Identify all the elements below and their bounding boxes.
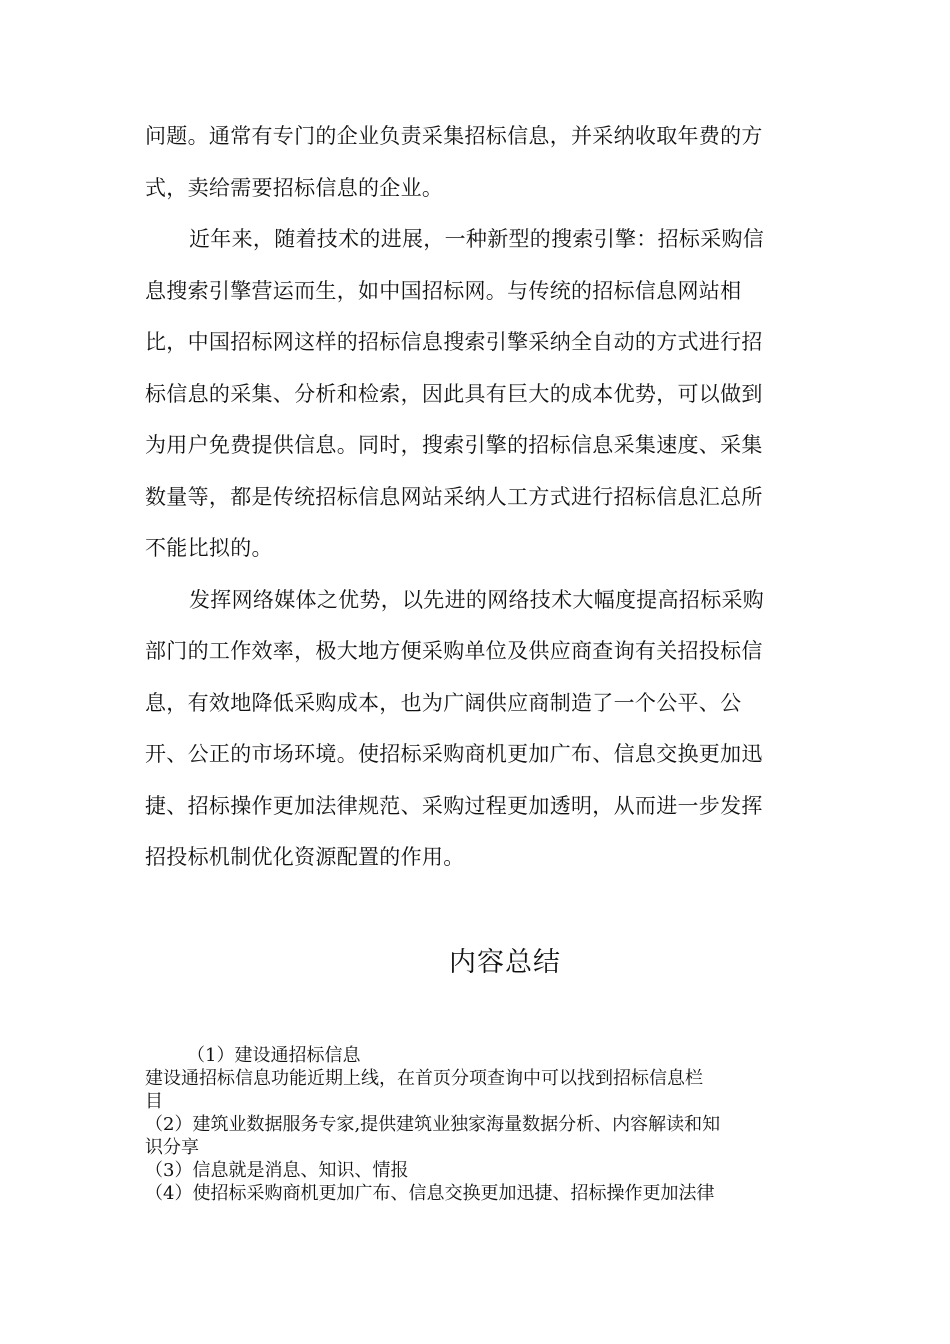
text-line: 为用户免费提供信息。同时，搜索引擎的招标信息采集速度、采集 bbox=[145, 433, 763, 457]
section-title: 内容总结 bbox=[449, 947, 561, 978]
paragraph-3 bbox=[145, 575, 800, 884]
summary-item: （2）建筑业数据服务专家,提供建筑业独家海量数据分析、内容解读和知 bbox=[145, 1114, 721, 1135]
summary-item: 目 bbox=[145, 1091, 163, 1112]
summary-item: （1）建设通招标信息 bbox=[187, 1045, 361, 1066]
text-line: 问题。通常有专门的企业负责采集招标信息，并采纳收取年费的方 bbox=[145, 124, 763, 148]
text-line: 发挥网络媒体之优势，以先进的网络技术大幅度提高招标采购 bbox=[189, 587, 765, 612]
text-line: 息搜索引擎营运而生，如中国招标网。与传统的招标信息网站相 bbox=[145, 278, 742, 303]
text-line: 标信息的采集、分析和检索，因此具有巨大的成本优势，可以做到 bbox=[145, 381, 763, 406]
paragraph-2 bbox=[145, 214, 800, 575]
text-line: 捷、招标操作更加法律规范、采购过程更加透明，从而进一步发挥 bbox=[145, 793, 763, 818]
text-line: 不能比拟的。 bbox=[145, 536, 273, 560]
body-text bbox=[145, 111, 800, 884]
summary-item: 建设通招标信息功能近期上线，在首页分项查询中可以找到招标信息栏 bbox=[145, 1068, 703, 1089]
text-line: 招投标机制优化资源配置的作用。 bbox=[145, 845, 465, 869]
paragraph-1 bbox=[145, 111, 800, 214]
text-line: 数量等，都是传统招标信息网站采纳人工方式进行招标信息汇总所 bbox=[145, 484, 763, 509]
summary-list bbox=[145, 1044, 805, 1205]
text-line: 开、公正的市场环境。使招标采购商机更加广布、信息交换更加迅 bbox=[145, 742, 763, 766]
text-line: 式，卖给需要招标信息的企业。 bbox=[145, 175, 444, 200]
text-line: 部门的工作效率，极大地方便采购单位及供应商查询有关招投标信 bbox=[145, 639, 763, 663]
summary-item: 识分享 bbox=[145, 1137, 199, 1158]
text-line: 息，有效地降低采购成本，也为广阔供应商制造了一个公平、公 bbox=[145, 690, 742, 715]
text-line: 比，中国招标网这样的招标信息搜索引擎采纳全自动的方式进行招 bbox=[145, 330, 763, 354]
summary-item: （3）信息就是消息、知识、情报 bbox=[145, 1160, 409, 1181]
summary-item: （4）使招标采购商机更加广布、信息交换更加迅捷、招标操作更加法律 bbox=[145, 1183, 715, 1204]
text-line: 近年来，随着技术的进展，一种新型的搜索引擎：招标采购信 bbox=[189, 227, 765, 251]
